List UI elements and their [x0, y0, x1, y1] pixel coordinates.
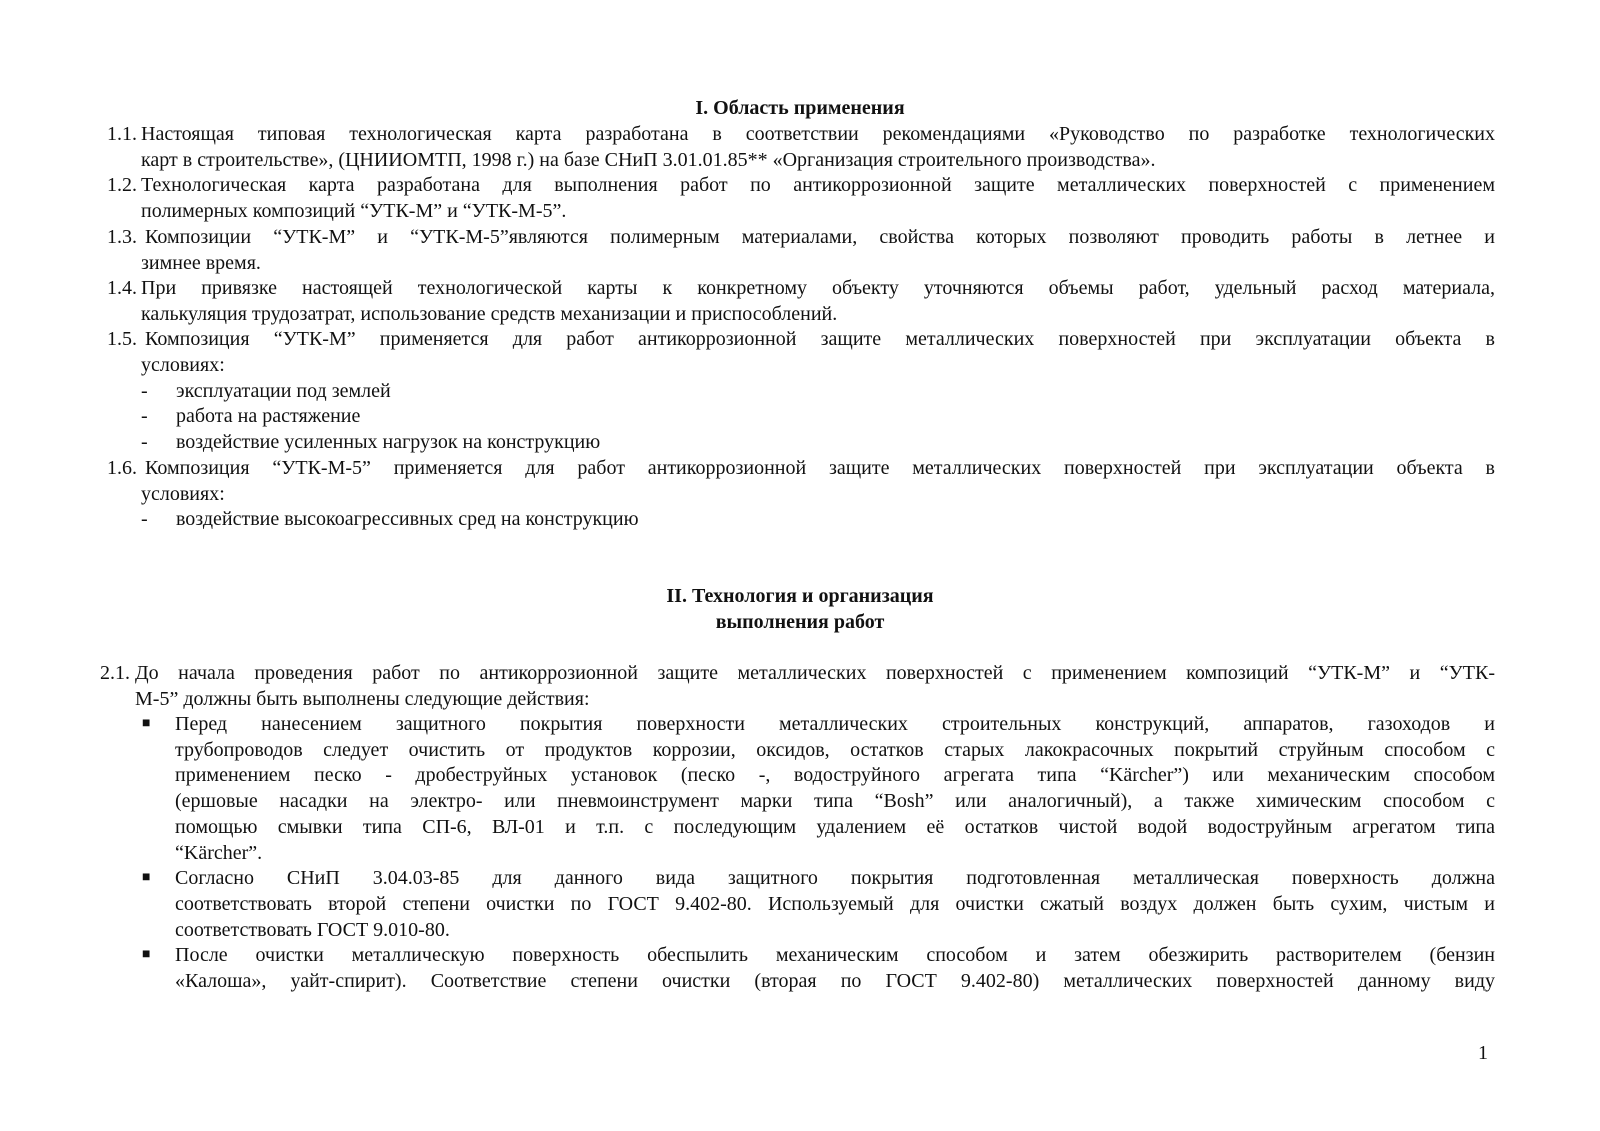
item-number: 2.1. — [100, 662, 130, 684]
item-text-line: М-5” должны быть выполнены следующие действия: — [135, 688, 590, 710]
bullet-text-line: “Kärcher”. — [175, 842, 263, 864]
bullet-text-line: (ершовые насадки на электро- или пневмоинструмент марки типа “Bosh” или аналогичный), а также химическим способом с — [175, 790, 1495, 812]
item-text-line: До начала проведения работ по антикоррозионной защите металлических поверхностей с применением композиций “УТК-М” и “УТК- — [135, 662, 1495, 684]
bullet-text-line: После очистки металлическую поверхность обеспылить механическим способом и затем обезжирить растворителем (бензин — [175, 944, 1495, 966]
dash-marker: - — [141, 405, 148, 427]
dash-marker: - — [141, 380, 148, 402]
item-number: 1.4. — [107, 277, 137, 299]
section-1-title: I. Область применения — [695, 97, 905, 119]
item-number: 1.6. — [107, 457, 137, 479]
item-number: 1.5. — [107, 328, 137, 350]
dash-marker: - — [141, 431, 148, 453]
bullet-marker: ■ — [142, 870, 151, 885]
item-text-line: калькуляция трудозатрат, использование средств механизации и приспособлений. — [141, 303, 838, 325]
dash-list-text: воздействие усиленных нагрузок на конструкцию — [176, 431, 601, 453]
item-text-line: Композиция “УТК-М” применяется для работ антикоррозионной защите металлических поверхностей при эксплуатации объекта в — [145, 328, 1495, 350]
item-text-line: условиях: — [141, 354, 225, 376]
bullet-text-line: «Калоша», уайт-спирит). Соответствие степени очистки (вторая по ГОСТ 9.402-80) металлических поверхностей данному виду — [175, 970, 1495, 992]
bullet-marker: ■ — [142, 716, 151, 731]
item-text-line: условиях: — [141, 483, 225, 505]
item-text-line: зимнее время. — [141, 252, 261, 274]
bullet-marker: ■ — [142, 947, 151, 962]
bullet-text-line: соответствовать ГОСТ 9.010-80. — [175, 919, 450, 941]
dash-list-text: воздействие высокоагрессивных сред на конструкцию — [176, 508, 639, 530]
item-text-line: полимерных композиций “УТК-М” и “УТК-М-5”. — [141, 200, 567, 222]
item-text-line: При привязке настоящей технологической карты к конкретному объекту уточняются объемы работ, удельный расход материала, — [141, 277, 1495, 299]
item-number: 1.2. — [107, 174, 137, 196]
page-number: 1 — [1478, 1042, 1488, 1064]
dash-list-text: эксплуатации под землей — [176, 380, 391, 402]
item-text-line: Настоящая типовая технологическая карта разработана в соответствии рекомендациями «Руководство по разработке технологических — [141, 123, 1495, 145]
bullet-text-line: трубопроводов следует очистить от продуктов коррозии, оксидов, остатков старых лакокрасочных покрытий струйным способом с — [175, 739, 1495, 761]
bullet-text-line: Перед нанесением защитного покрытия поверхности металлических строительных конструкций, аппаратов, газоходов и — [175, 713, 1495, 735]
item-text-line: Композиции “УТК-М” и “УТК-М-5”являются полимерным материалами, свойства которых позволяют проводить работы в летнее и — [145, 226, 1495, 248]
bullet-text-line: помощью смывки типа СП-6, ВЛ-01 и т.п. с последующим удалением её остатков чистой водой водоструйным агрегатом типа — [175, 816, 1495, 838]
item-number: 1.1. — [107, 123, 137, 145]
section-2-title: II. Технология и организация — [666, 585, 934, 607]
dash-list-text: работа на растяжение — [176, 405, 361, 427]
bullet-text-line: соответствовать второй степени очистки по ГОСТ 9.402-80. Используемый для очистки сжатый воздух должен быть сухим, чистым и — [175, 893, 1495, 915]
bullet-text-line: Согласно СНиП 3.04.03-85 для данного вида защитного покрытия подготовленная металлическая поверхность должна — [175, 867, 1495, 889]
dash-marker: - — [141, 508, 148, 530]
item-number: 1.3. — [107, 226, 137, 248]
item-text-line: Композиция “УТК-М-5” применяется для работ антикоррозионной защите металлических поверхностей при эксплуатации объекта в — [145, 457, 1495, 479]
section-2-subtitle: выполнения работ — [715, 611, 885, 633]
bullet-text-line: применением песко - дробеструйных установок (песко -, водоструйного агрегата типа “Kärcher”) или механическим способом — [175, 764, 1495, 786]
item-text-line: Технологическая карта разработана для выполнения работ по антикоррозионной защите металлических поверхностей с применением — [141, 174, 1495, 196]
item-text-line: карт в строительстве», (ЦНИИОМТП, 1998 г.) на базе СНиП 3.01.01.85** «Организация строительного производства». — [141, 149, 1156, 171]
